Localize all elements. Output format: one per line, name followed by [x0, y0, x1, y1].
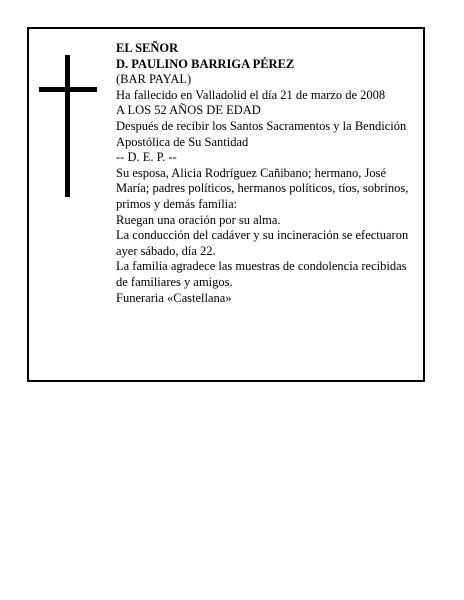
obituary-notice — [27, 27, 425, 382]
cross-horizontal-bar — [39, 87, 97, 92]
notice-title: EL SEÑOR — [116, 41, 179, 55]
notice-text — [116, 41, 416, 306]
prayer-request: Ruegan una oración por su alma. — [116, 212, 281, 227]
age-statement: A LOS 52 AÑOS DE EDAD — [116, 103, 261, 118]
cross-vertical-bar — [65, 55, 70, 197]
death-statement: Ha fallecido en Valladolid el día 21 de marzo de 2008 — [116, 87, 386, 102]
funeral-statement: La conducción del cadáver y su incineración se efectuaron ayer sábado, día 22. — [116, 228, 409, 258]
funeral-home: Funeraria «Castellana» — [116, 290, 232, 305]
deceased-nickname: (BAR PAYAL) — [116, 72, 192, 87]
rip-line: -- D. E. P. -- — [116, 150, 177, 165]
deceased-name: D. PAULINO BARRIGA PÉREZ — [116, 56, 295, 71]
sacraments-statement: Después de recibir los Santos Sacramentos y la Bendición Apostólica de Su Santidad — [116, 118, 407, 149]
family-statement: Su esposa, Alicia Rodríguez Cañibano; hermano, José María; padres políticos, hermanos políticos, tíos, sobrinos, primos y demás familia: — [116, 165, 409, 211]
thanks-statement: La familia agradece las muestras de condolencia recibidas de familiares y amigos. — [116, 259, 407, 289]
cross-icon — [39, 55, 97, 197]
